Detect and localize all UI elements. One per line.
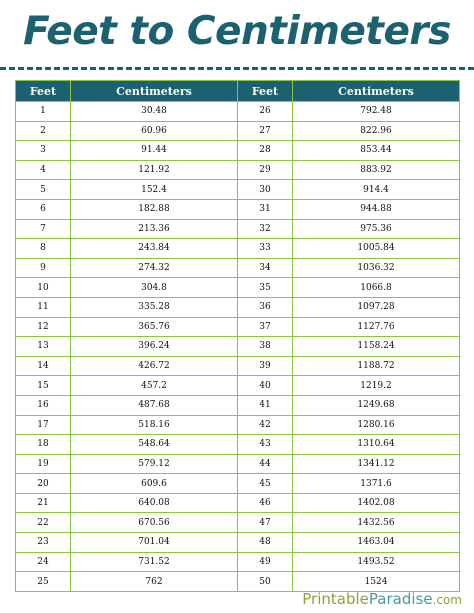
feet-cell: 24 (16, 552, 71, 572)
feet-cell: 33 (238, 239, 293, 259)
feet-cell: 36 (238, 297, 293, 317)
table-row (16, 141, 460, 161)
centimeters-cell: 609.6 (71, 474, 238, 494)
table-header (16, 81, 460, 102)
centimeters-cell: 1402.08 (293, 493, 460, 513)
feet-cell: 49 (238, 552, 293, 572)
table-row (16, 337, 460, 357)
feet-cell: 28 (238, 141, 293, 161)
table-row (16, 435, 460, 455)
dashed-divider (0, 67, 474, 70)
table-row (16, 395, 460, 415)
table-row (16, 533, 460, 553)
centimeters-cell: 853.44 (293, 141, 460, 161)
logo-text-printable: Printable (302, 590, 369, 608)
feet-cell: 18 (16, 435, 71, 455)
centimeters-cell: 396.24 (71, 337, 238, 357)
feet-cell: 42 (238, 415, 293, 435)
feet-cell: 20 (16, 474, 71, 494)
feet-cell: 29 (238, 160, 293, 180)
centimeters-cell: 91.44 (71, 141, 238, 161)
centimeters-cell: 304.8 (71, 278, 238, 298)
centimeters-cell: 335.28 (71, 297, 238, 317)
table-row (16, 278, 460, 298)
centimeters-cell: 1371.6 (293, 474, 460, 494)
centimeters-cell: 1005.84 (293, 239, 460, 259)
feet-cell: 45 (238, 474, 293, 494)
table-row (16, 297, 460, 317)
centimeters-cell: 182.88 (71, 199, 238, 219)
feet-cell: 47 (238, 513, 293, 533)
table-row (16, 415, 460, 435)
centimeters-cell: 1341.12 (293, 454, 460, 474)
feet-cell: 8 (16, 239, 71, 259)
feet-cell: 46 (238, 493, 293, 513)
centimeters-cell: 1463.04 (293, 533, 460, 553)
feet-cell: 41 (238, 395, 293, 415)
table-row (16, 160, 460, 180)
centimeters-cell: 1097.28 (293, 297, 460, 317)
centimeters-cell: 1280.16 (293, 415, 460, 435)
centimeters-cell: 213.36 (71, 219, 238, 239)
table-row (16, 376, 460, 396)
centimeters-cell: 1188.72 (293, 356, 460, 376)
centimeters-cell: 731.52 (71, 552, 238, 572)
logo-text-paradise: Paradise (368, 590, 433, 608)
feet-cell: 6 (16, 199, 71, 219)
feet-cell: 27 (238, 121, 293, 141)
table-row (16, 356, 460, 376)
feet-cell: 11 (16, 297, 71, 317)
feet-cell: 7 (16, 219, 71, 239)
centimeters-column-header: Centimeters (71, 81, 238, 102)
centimeters-cell: 548.64 (71, 435, 238, 455)
centimeters-cell: 60.96 (71, 121, 238, 141)
table-row (16, 317, 460, 337)
feet-cell: 4 (16, 160, 71, 180)
centimeters-cell: 1310.64 (293, 435, 460, 455)
centimeters-cell: 822.96 (293, 121, 460, 141)
conversion-table (15, 80, 460, 592)
table-row (16, 121, 460, 141)
centimeters-cell: 487.68 (71, 395, 238, 415)
centimeters-cell: 121.92 (71, 160, 238, 180)
feet-cell: 2 (16, 121, 71, 141)
feet-cell: 35 (238, 278, 293, 298)
table-row (16, 493, 460, 513)
page-title: Feet to Centimeters (23, 9, 451, 54)
centimeters-cell: 1127.76 (293, 317, 460, 337)
centimeters-cell: 579.12 (71, 454, 238, 474)
centimeters-cell: 1524 (293, 572, 460, 592)
feet-cell: 30 (238, 180, 293, 200)
table-row (16, 239, 460, 259)
table-row (16, 513, 460, 533)
centimeters-cell: 1158.24 (293, 337, 460, 357)
feet-cell: 50 (238, 572, 293, 592)
feet-cell: 26 (238, 102, 293, 122)
table-row (16, 180, 460, 200)
centimeters-cell: 975.36 (293, 219, 460, 239)
feet-cell: 43 (238, 435, 293, 455)
feet-cell: 5 (16, 180, 71, 200)
centimeters-cell: 914.4 (293, 180, 460, 200)
feet-cell: 1 (16, 102, 71, 122)
centimeters-cell: 457.2 (71, 376, 238, 396)
table-row (16, 102, 460, 122)
centimeters-cell: 152.4 (71, 180, 238, 200)
feet-column-header: Feet (238, 81, 293, 102)
table-row (16, 474, 460, 494)
feet-cell: 34 (238, 258, 293, 278)
feet-cell: 40 (238, 376, 293, 396)
feet-cell: 19 (16, 454, 71, 474)
feet-cell: 14 (16, 356, 71, 376)
centimeters-cell: 1493.52 (293, 552, 460, 572)
centimeters-cell: 1249.68 (293, 395, 460, 415)
centimeters-cell: 1036.32 (293, 258, 460, 278)
feet-cell: 10 (16, 278, 71, 298)
feet-cell: 3 (16, 141, 71, 161)
feet-cell: 13 (16, 337, 71, 357)
feet-cell: 21 (16, 493, 71, 513)
centimeters-cell: 792.48 (293, 102, 460, 122)
feet-cell: 48 (238, 533, 293, 553)
feet-cell: 9 (16, 258, 71, 278)
feet-cell: 31 (238, 199, 293, 219)
centimeters-cell: 944.88 (293, 199, 460, 219)
centimeters-cell: 701.04 (71, 533, 238, 553)
printable-paradise-logo (302, 587, 462, 611)
centimeters-cell: 243.84 (71, 239, 238, 259)
centimeters-cell: 1066.8 (293, 278, 460, 298)
feet-cell: 23 (16, 533, 71, 553)
centimeters-column-header: Centimeters (293, 81, 460, 102)
feet-cell: 32 (238, 219, 293, 239)
table-row (16, 454, 460, 474)
table-row (16, 199, 460, 219)
centimeters-cell: 30.48 (71, 102, 238, 122)
centimeters-cell: 518.16 (71, 415, 238, 435)
feet-cell: 12 (16, 317, 71, 337)
feet-cell: 44 (238, 454, 293, 474)
centimeters-cell: 274.32 (71, 258, 238, 278)
feet-cell: 25 (16, 572, 71, 592)
centimeters-cell: 883.92 (293, 160, 460, 180)
feet-cell: 22 (16, 513, 71, 533)
centimeters-cell: 670.56 (71, 513, 238, 533)
centimeters-cell: 365.76 (71, 317, 238, 337)
feet-cell: 38 (238, 337, 293, 357)
feet-cell: 16 (16, 395, 71, 415)
feet-cell: 17 (16, 415, 71, 435)
feet-cell: 39 (238, 356, 293, 376)
table-row (16, 219, 460, 239)
feet-cell: 37 (238, 317, 293, 337)
centimeters-cell: 762 (71, 572, 238, 592)
centimeters-cell: 640.08 (71, 493, 238, 513)
logo-text-domain: .com (432, 593, 462, 607)
table-row (16, 258, 460, 278)
centimeters-cell: 426.72 (71, 356, 238, 376)
table-body (16, 102, 460, 592)
table-row (16, 552, 460, 572)
feet-cell: 15 (16, 376, 71, 396)
centimeters-cell: 1219.2 (293, 376, 460, 396)
feet-column-header: Feet (16, 81, 71, 102)
header-row (16, 81, 460, 102)
centimeters-cell: 1432.56 (293, 513, 460, 533)
